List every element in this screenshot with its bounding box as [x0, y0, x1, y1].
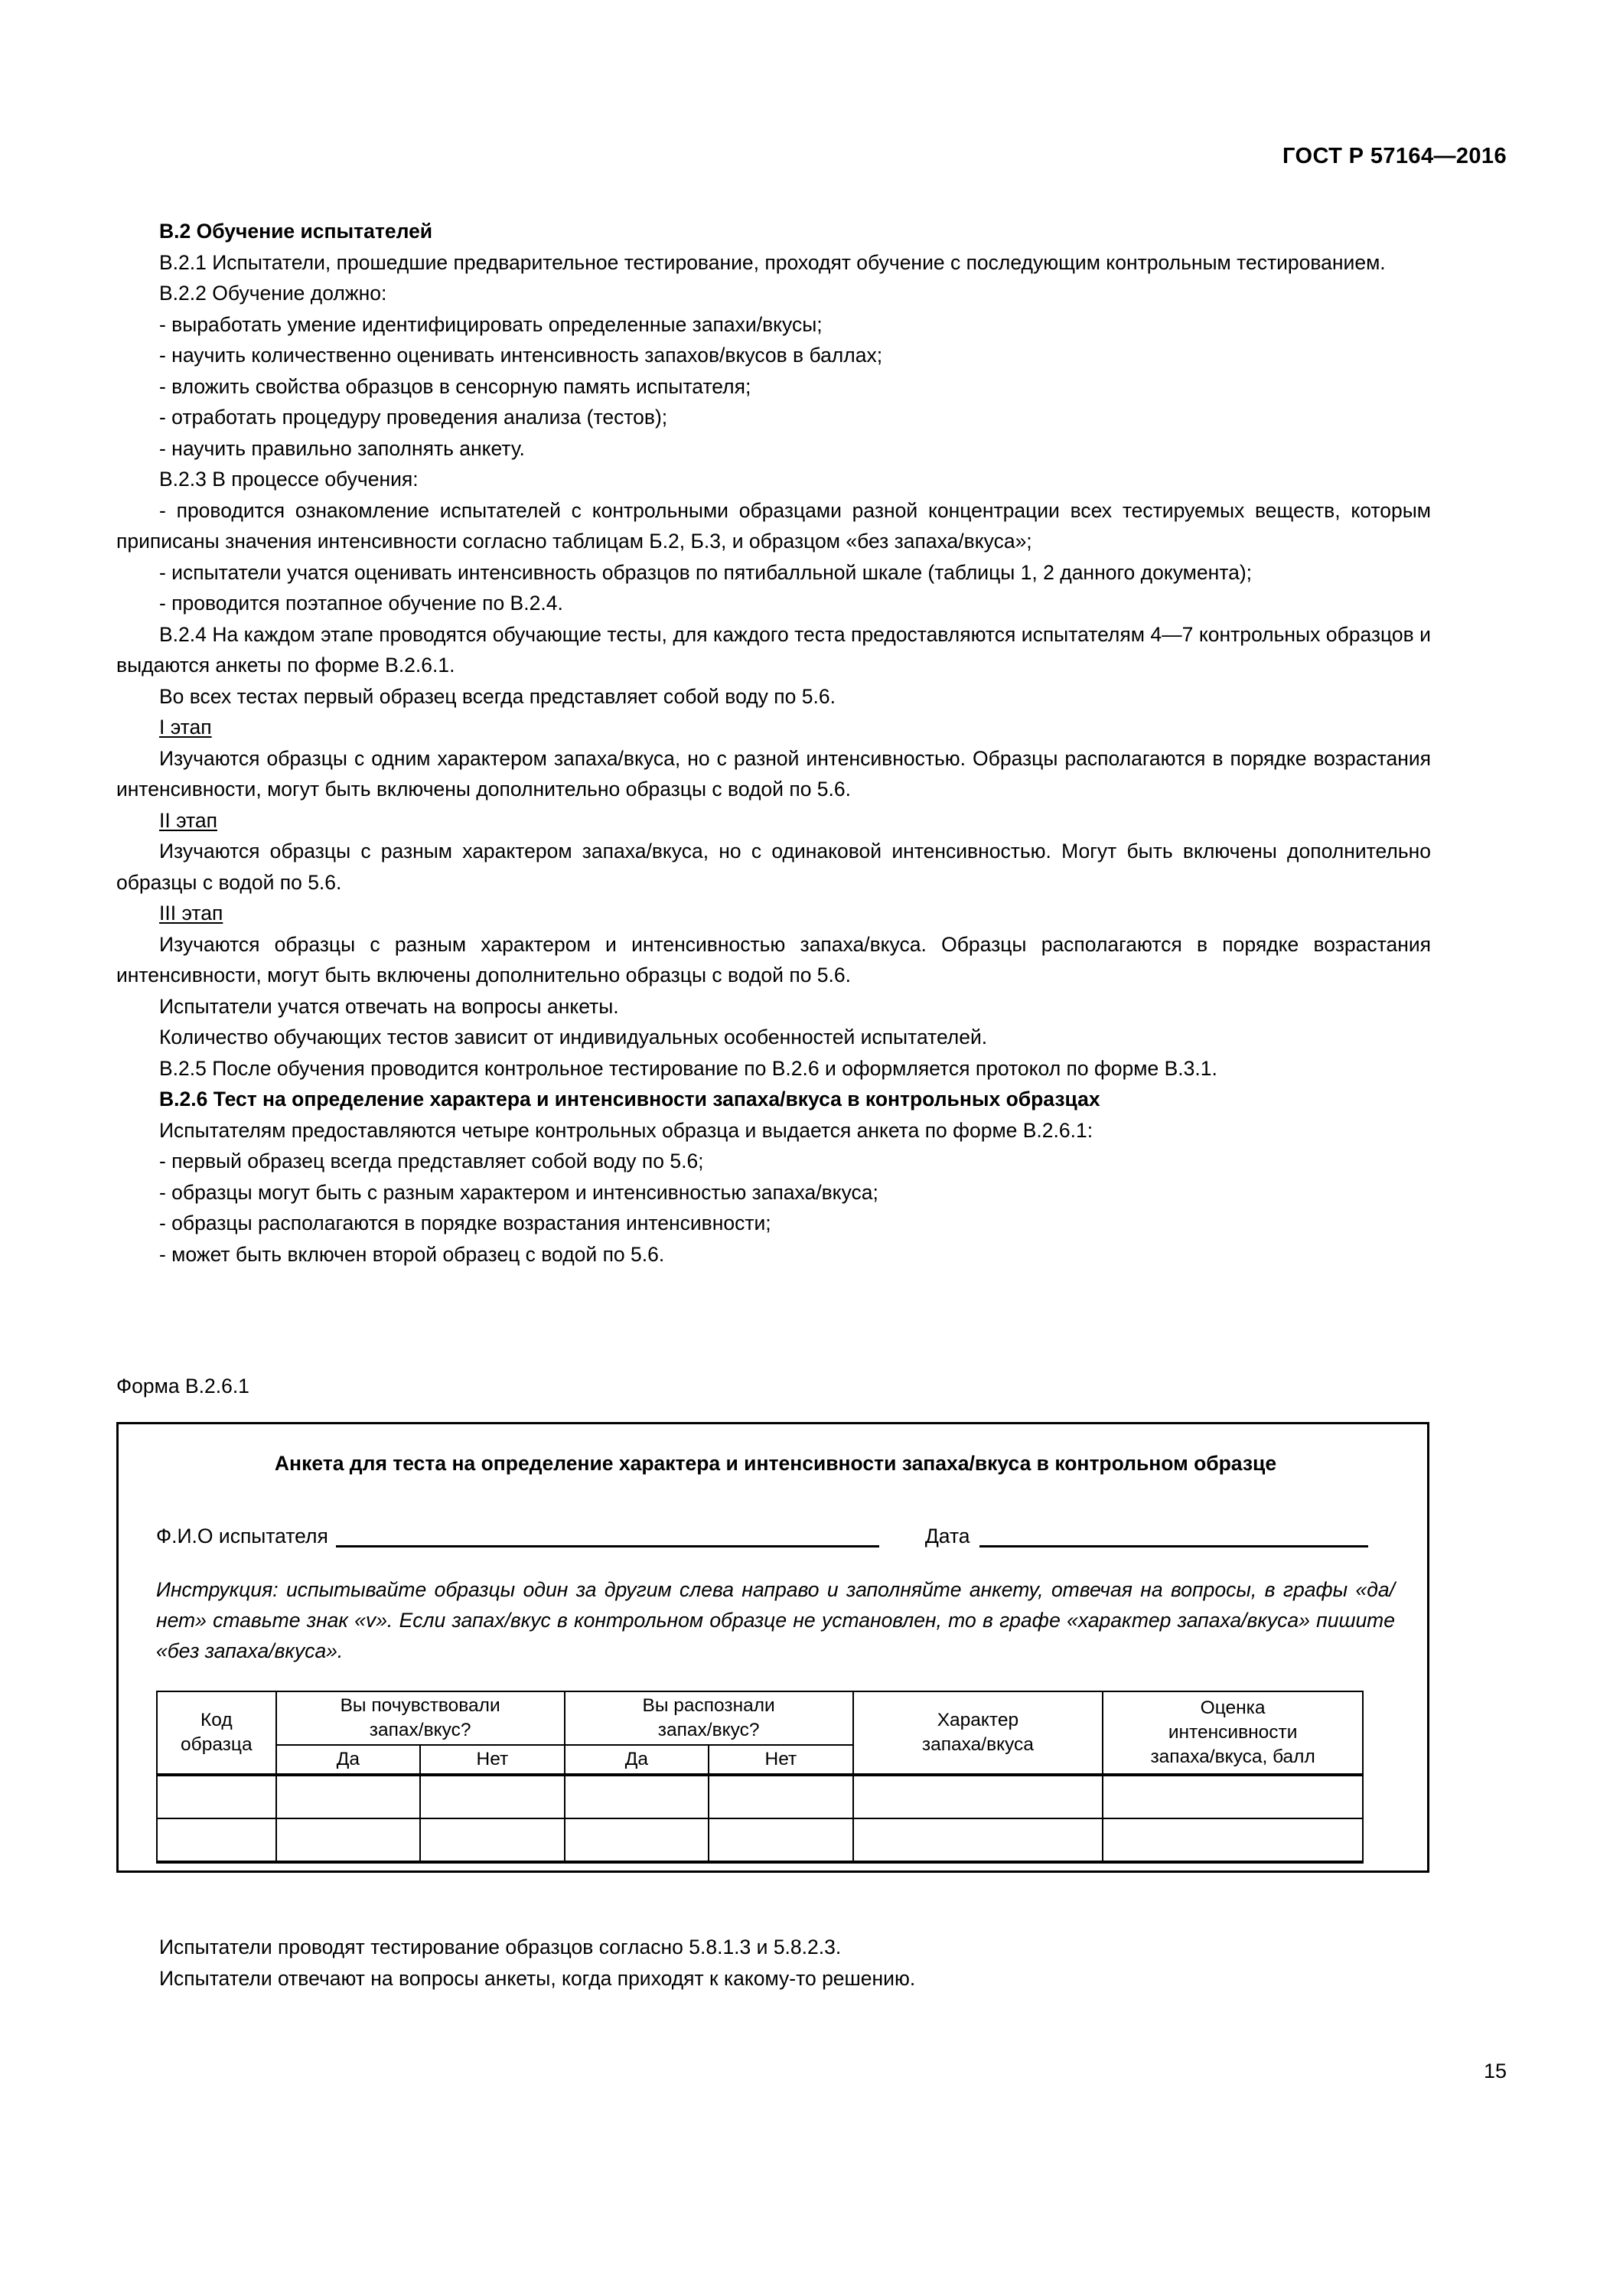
paragraph-answer: Испытатели учатся отвечать на вопросы анкеты.: [159, 994, 619, 1018]
stage-1-label: [116, 712, 1431, 743]
questionnaire-table: [156, 1691, 1364, 1864]
table-row[interactable]: [157, 1775, 1363, 1818]
header-character-line2: запаха/вкуса: [921, 1734, 1034, 1755]
cell-recognized-no[interactable]: [709, 1775, 853, 1818]
header-cell-felt-no: Нет: [420, 1745, 565, 1775]
body-content: [116, 216, 1431, 1270]
header-cell-felt-yes: Да: [276, 1745, 421, 1775]
cell-felt-no[interactable]: [420, 1818, 565, 1862]
cell-character[interactable]: [853, 1818, 1103, 1862]
bullet-b23-2: - испытатели учатся оценивать интенсивность образцов по пятибалльной шкале (таблицы 1, 2 данного документа);: [159, 560, 1253, 584]
header-character-line1: Характер: [937, 1710, 1019, 1730]
cell-character[interactable]: [853, 1775, 1103, 1818]
header-felt-line2: запах/вкус?: [369, 1720, 471, 1740]
cell-felt-no[interactable]: [420, 1775, 565, 1818]
paragraph-b26-intro: Испытателям предоставляются четыре контрольных образца и выдается анкета по форме В.2.6.1:: [159, 1118, 1093, 1142]
cell-felt-yes[interactable]: [276, 1775, 421, 1818]
stage-1-label-text: I этап: [159, 716, 212, 739]
header-cell-recognized-yes: Да: [565, 1745, 709, 1775]
table-header-row-1: [157, 1691, 1363, 1745]
header-recognized-line1: Вы распознали: [642, 1695, 775, 1716]
table-row[interactable]: [157, 1818, 1363, 1862]
tail-paragraph-1: Испытатели проводят тестирование образцов согласно 5.8.1.3 и 5.8.2.3.: [159, 1936, 842, 1958]
questionnaire-form-inner: [156, 1424, 1395, 1870]
form-caption: Форма В.2.6.1: [116, 1375, 249, 1397]
paragraph-b22: В.2.2 Обучение должно:: [159, 282, 387, 305]
cell-score[interactable]: [1103, 1775, 1363, 1818]
bullet-b22-5: - научить правильно заполнять анкету.: [159, 436, 525, 460]
tester-name-field[interactable]: [336, 1545, 879, 1548]
bullet-b26-4: - может быть включен второй образец с водой по 5.6.: [159, 1242, 665, 1266]
cell-recognized-yes[interactable]: [565, 1818, 709, 1862]
header-code-line2: образца: [181, 1734, 253, 1755]
cell-score[interactable]: [1103, 1818, 1363, 1862]
stage-1-text: Изучаются образцы с одним характером запаха/вкуса, но с разной интенсивностью. Образцы располагаются в порядке возрастания интенсивности, могут быть включены дополнительно образцы с водой по 5.6.: [116, 746, 1431, 801]
header-cell-code: [157, 1691, 276, 1775]
header-score-line1: Оценка: [1200, 1698, 1266, 1718]
paragraph-b21: В.2.1 Испытатели, прошедшие предварительное тестирование, проходят обучение с последующим контрольным тестированием.: [159, 250, 1386, 274]
paragraph-count: Количество обучающих тестов зависит от индивидуальных особенностей испытателей.: [159, 1026, 988, 1049]
header-felt-line1: Вы почувствовали: [340, 1695, 500, 1716]
header-cell-character: [853, 1691, 1103, 1775]
questionnaire-instruction: Инструкция: испытывайте образцы один за другим слева направо и заполняйте анкету, отвечая на вопросы, в графы «да/нет» ставьте знак «v». Если запах/вкус в контрольном образце не установлен, то в графе «характер запаха/вкуса» пишите «без запаха/вкуса».: [156, 1578, 1395, 1662]
bullet-b26-2: - образцы могут быть с разным характером и интенсивностью запаха/вкуса;: [159, 1180, 878, 1204]
bullet-b22-4: - отработать процедуру проведения анализа (тестов);: [159, 406, 668, 429]
bullet-b23-1: - проводится ознакомление испытателей с контрольными образцами разной концентрации всех тестируемых веществ, которым приписаны значения интенсивности согласно таблицам Б.2, Б.3, и образцом «без запаха/вкуса»;: [116, 498, 1431, 553]
header-recognized-line2: запах/вкус?: [657, 1720, 760, 1740]
header-cell-recognized: [565, 1691, 853, 1745]
stage-2-label-text: II этап: [159, 808, 217, 832]
paragraph-b24: В.2.4 На каждом этапе проводятся обучающие тесты, для каждого теста предоставляются испытателям 4—7 контрольных образцов и выдаются анкеты по форме В.2.6.1.: [116, 622, 1431, 677]
stage-3-text: Изучаются образцы с разным характером и интенсивностью запаха/вкуса. Образцы располагаются в порядке возрастания интенсивности, могут быть включены дополнительно образцы с водой по 5.6.: [116, 932, 1431, 987]
header-score-line3: запаха/вкуса, балл: [1150, 1746, 1315, 1767]
paragraph-b25: В.2.5 После обучения проводится контрольное тестирование по В.2.6 и оформляется протокол по форме В.3.1.: [159, 1056, 1217, 1080]
stage-2-label: [116, 805, 1431, 837]
cell-felt-yes[interactable]: [276, 1818, 421, 1862]
standard-header: ГОСТ Р 57164—2016: [1282, 144, 1507, 168]
header-score-line2: интенсивности: [1168, 1722, 1298, 1743]
bullet-b22-3: - вложить свойства образцов в сенсорную память испытателя;: [159, 374, 751, 398]
questionnaire-title: Анкета для теста на определение характера и интенсивности запаха/вкуса в контрольном образце: [274, 1452, 1277, 1475]
bullet-b26-3: - образцы располагаются в порядке возрастания интенсивности;: [159, 1212, 771, 1234]
bullet-b26-1: - первый образец всегда представляет собой воду по 5.6;: [159, 1150, 704, 1172]
paragraph-first-sample: Во всех тестах первый образец всегда представляет собой воду по 5.6.: [159, 684, 836, 708]
header-cell-recognized-no: Нет: [709, 1745, 853, 1775]
stage-3-label: [116, 898, 1431, 929]
trailing-paragraphs: [116, 1932, 1431, 1994]
bullet-b23-3: - проводится поэтапное обучение по В.2.4.: [159, 592, 563, 615]
tester-name-label: Ф.И.О испытателя: [156, 1525, 328, 1548]
cell-recognized-no[interactable]: [709, 1818, 853, 1862]
stage-3-label-text: III этап: [159, 902, 223, 925]
section-heading-b26: В.2.6 Тест на определение характера и интенсивности запаха/вкуса в контрольных образцах: [159, 1088, 1100, 1110]
bullet-b22-1: - выработать умение идентифицировать определенные запахи/вкусы;: [159, 312, 823, 336]
paragraph-b23: В.2.3 В процессе обучения:: [159, 468, 419, 491]
cell-recognized-yes[interactable]: [565, 1775, 709, 1818]
date-field[interactable]: [979, 1545, 1368, 1548]
questionnaire-form-box: [116, 1422, 1429, 1873]
page-number: 15: [1483, 2060, 1507, 2082]
identification-row: [156, 1518, 1395, 1550]
header-cell-score: [1103, 1691, 1363, 1775]
bullet-b22-2: - научить количественно оценивать интенсивность запахов/вкусов в баллах;: [159, 344, 883, 367]
header-code-line1: Код: [200, 1710, 233, 1730]
cell-code[interactable]: [157, 1775, 276, 1818]
date-label: Дата: [924, 1525, 970, 1548]
header-cell-felt: [276, 1691, 565, 1745]
tail-paragraph-2: Испытатели отвечают на вопросы анкеты, когда приходят к какому-то решению.: [159, 1966, 916, 1990]
stage-2-text: Изучаются образцы с разным характером запаха/вкуса, но с одинаковой интенсивностью. Могут быть включены дополнительно образцы с водой по 5.6.: [116, 840, 1431, 894]
cell-code[interactable]: [157, 1818, 276, 1862]
section-heading-b2: В.2 Обучение испытателей: [159, 220, 433, 243]
